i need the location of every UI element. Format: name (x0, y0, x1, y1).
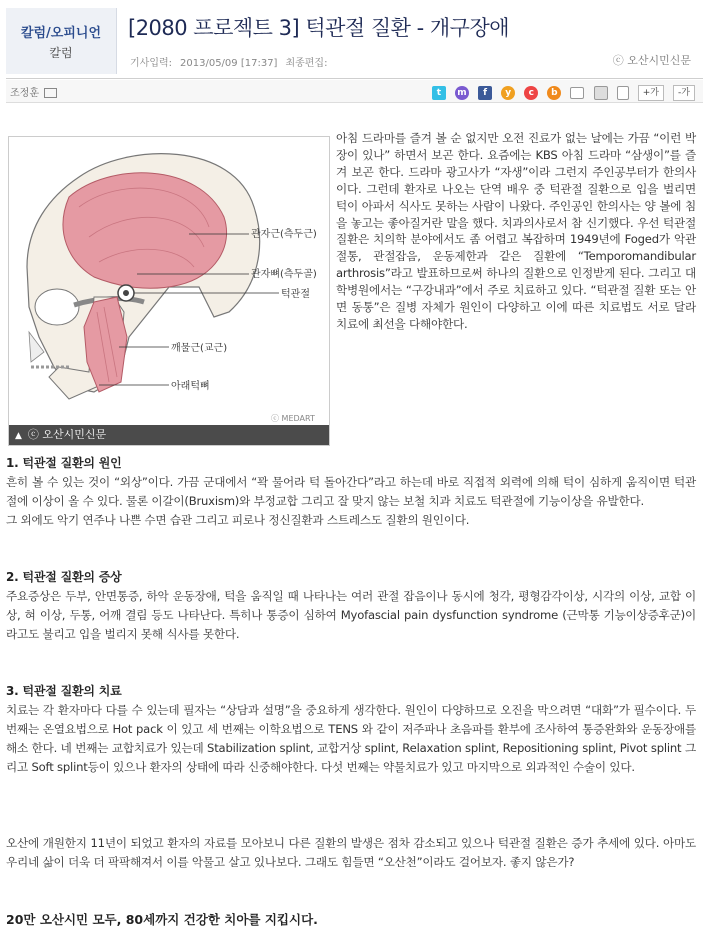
section-paragraph: 흔히 볼 수 있는 것이 “외상”이다. 가끔 군대에서 “꽉 물어라 턱 돌아간다”라고 하는데 바로 직접적 외력에 의해 턱이 심하게 움직이면 턱관절에 이상이 올 수 있다. 물론 이갈이(Bruxism)와 부정교합 그리고 잘 맞지 않는 보철 치과 치료도 턱관절에 기능이상을 유발한다. (6, 475, 696, 508)
section-heading: 2. 턱관절 질환의 증상 (6, 570, 122, 584)
published-label: 기사입력: (130, 58, 173, 69)
section-subcategory[interactable]: 칼럼 (49, 46, 73, 60)
article-title: [2080 프로젝트 3] 턱관절 질환 - 개구장애 (128, 16, 510, 40)
section-2 (6, 568, 696, 644)
section-1 (6, 454, 696, 530)
author (10, 84, 57, 99)
email-icon[interactable] (570, 87, 584, 99)
skull-illustration (9, 137, 329, 425)
bookmark-icon[interactable]: b (547, 86, 561, 100)
section-paragraph: 그 외에도 악기 연주나 나쁜 수면 습관 그리고 피로나 정신질환과 스트레스도 질환의 원인이다. (6, 513, 470, 527)
scrap-icon[interactable] (617, 86, 629, 100)
section-box (6, 8, 117, 74)
caption-arrow-icon[interactable]: ▲ (15, 431, 22, 441)
author-name: 조정훈 (10, 88, 39, 99)
label-temporalis: 관자근(측두근) (251, 229, 317, 240)
anatomy-figure (8, 136, 330, 446)
section-paragraph: 주요증상은 두부, 안면통증, 하악 운동장애, 턱을 움직일 때 나타나는 여러 관절 잡음이나 동시에 청각, 평형감각이상, 시각의 이상, 교합 이상, 혀 이상, 두통, 어깨 결림 등도 나타난다. 특히나 통증이 심하여 Myofascial pain dysfunction syndrome (근막통 기능이상증후군)이라고도 불리고 입을 벌리지 못해 식사를 못한다. (6, 589, 696, 641)
twitter-icon[interactable]: t (432, 86, 446, 100)
section-heading: 3. 턱관절 질환의 치료 (6, 684, 122, 698)
font-increase-button[interactable]: +가 (638, 85, 664, 101)
section-heading: 1. 턱관절 질환의 원인 (6, 456, 122, 470)
label-temporal-bone: 관자뼈(측두골) (251, 269, 317, 280)
section-paragraph: 치료는 각 환자마다 다를 수 있는데 필자는 “상담과 설명”을 중요하게 생각한다. 원인이 다양하므로 오진을 막으려면 “대화”가 필수이다. 두 번째는 온열요법으로 Hot pack 이 있고 세 번째는 이학요법으로 TENS 와 같이 저주파나 초음파를 환부에 조사하여 통증완화와 운동장애를 해소 한다. 네 번째는 교합치료가 있는데 Stabilization splint, 교합거상 splint, Relaxation splint, Repositioning splint, Pivot splint 그리고 Soft splint등이 있으나 환자의 상태에 따라 신중해야한다. 다섯 번째는 약물치료가 있고 마지막으로 외과적인 수술이 있다. (6, 703, 696, 774)
edited-label: 최종편집: (285, 58, 328, 69)
intro-paragraph: 아침 드라마를 즐겨 볼 순 없지만 오전 진료가 없는 날에는 가끔 “이런 박장이 있나” 하면서 보곤 한다. 요즘에는 KBS 아침 드라마 “삼생이”를 즐겨 보곤 한다. 드라마 광고사가 “자생”이라 그런지 주인공부터가 한의사이다. 그런데 환자로 나오는 단역 배우 중 턱관절 질환으로 입을 벌리면 턱이 아파서 식사도 못하는 사람이 나왔다. 주인공인 한의사는 양 볼에 침을 놓고는 좋아질거란 말을 했다. 치과의사로서 참 신기했다. 우선 턱관절 질환은 치의학 분야에서도 좀 어렵고 복잡하며 1949년에 Foged가 악관절통, 관절잡음, 운동제한과 같은 질환에 “Temporomandibular arthrosis”라고 발표하므로써 하나의 질환으로 인정받게 된다. 그리고 대학병원에서는 “구강내과”에서 주로 치료하고 있다. “턱관절 질환 또는 안면 동통”은 질병 자체가 원인이 다양하고 이에 따른 치료법도 서로 달라 치료에 최선을 다해야한다. (336, 131, 696, 331)
clog-icon[interactable]: c (524, 86, 538, 100)
conclusion-paragraph (6, 834, 696, 872)
me2day-icon[interactable]: m (455, 86, 469, 100)
label-medart: ⓒ MEDART (271, 414, 315, 423)
yozm-icon[interactable]: y (501, 86, 515, 100)
copyright-notice: ⓒ 오산시민신문 (612, 54, 691, 67)
caption-text: ⓒ 오산시민신문 (27, 428, 107, 441)
facebook-icon[interactable]: f (478, 86, 492, 100)
label-mandible: 아래턱뼈 (171, 381, 210, 392)
article-header (0, 0, 709, 78)
mail-icon[interactable] (44, 88, 57, 98)
font-decrease-button[interactable]: -가 (673, 85, 695, 101)
figure-caption (9, 425, 329, 445)
section-3 (6, 682, 696, 777)
header-divider (6, 78, 703, 79)
section-category[interactable]: 칼럼/오피니언 (20, 26, 102, 41)
print-icon[interactable] (594, 86, 608, 100)
share-toolbar (428, 82, 695, 100)
article-meta (130, 54, 335, 69)
published-date: 2013/05/09 [17:37] (180, 58, 278, 69)
label-tmj: 턱관절 (281, 289, 310, 300)
closing-slogan: 20만 오산시민 모두, 80세까지 건강한 치아를 지킵시다. (6, 912, 318, 927)
conclusion-text: 오산에 개원한지 11년이 되었고 환자의 자료를 모아보니 다른 질환의 발생은 점차 감소되고 있으나 턱관절 질환은 증가 추세에 있다. 아마도 우리네 삶이 더욱 더 팍팍해져서 이를 악물고 살고 있나보다. 그래도 힘들면 “오산천”이라도 걸어보자. 좋지 않은가? (6, 836, 696, 869)
label-masseter: 깨물근(교근) (171, 343, 228, 354)
author-toolbar-row (6, 80, 703, 103)
